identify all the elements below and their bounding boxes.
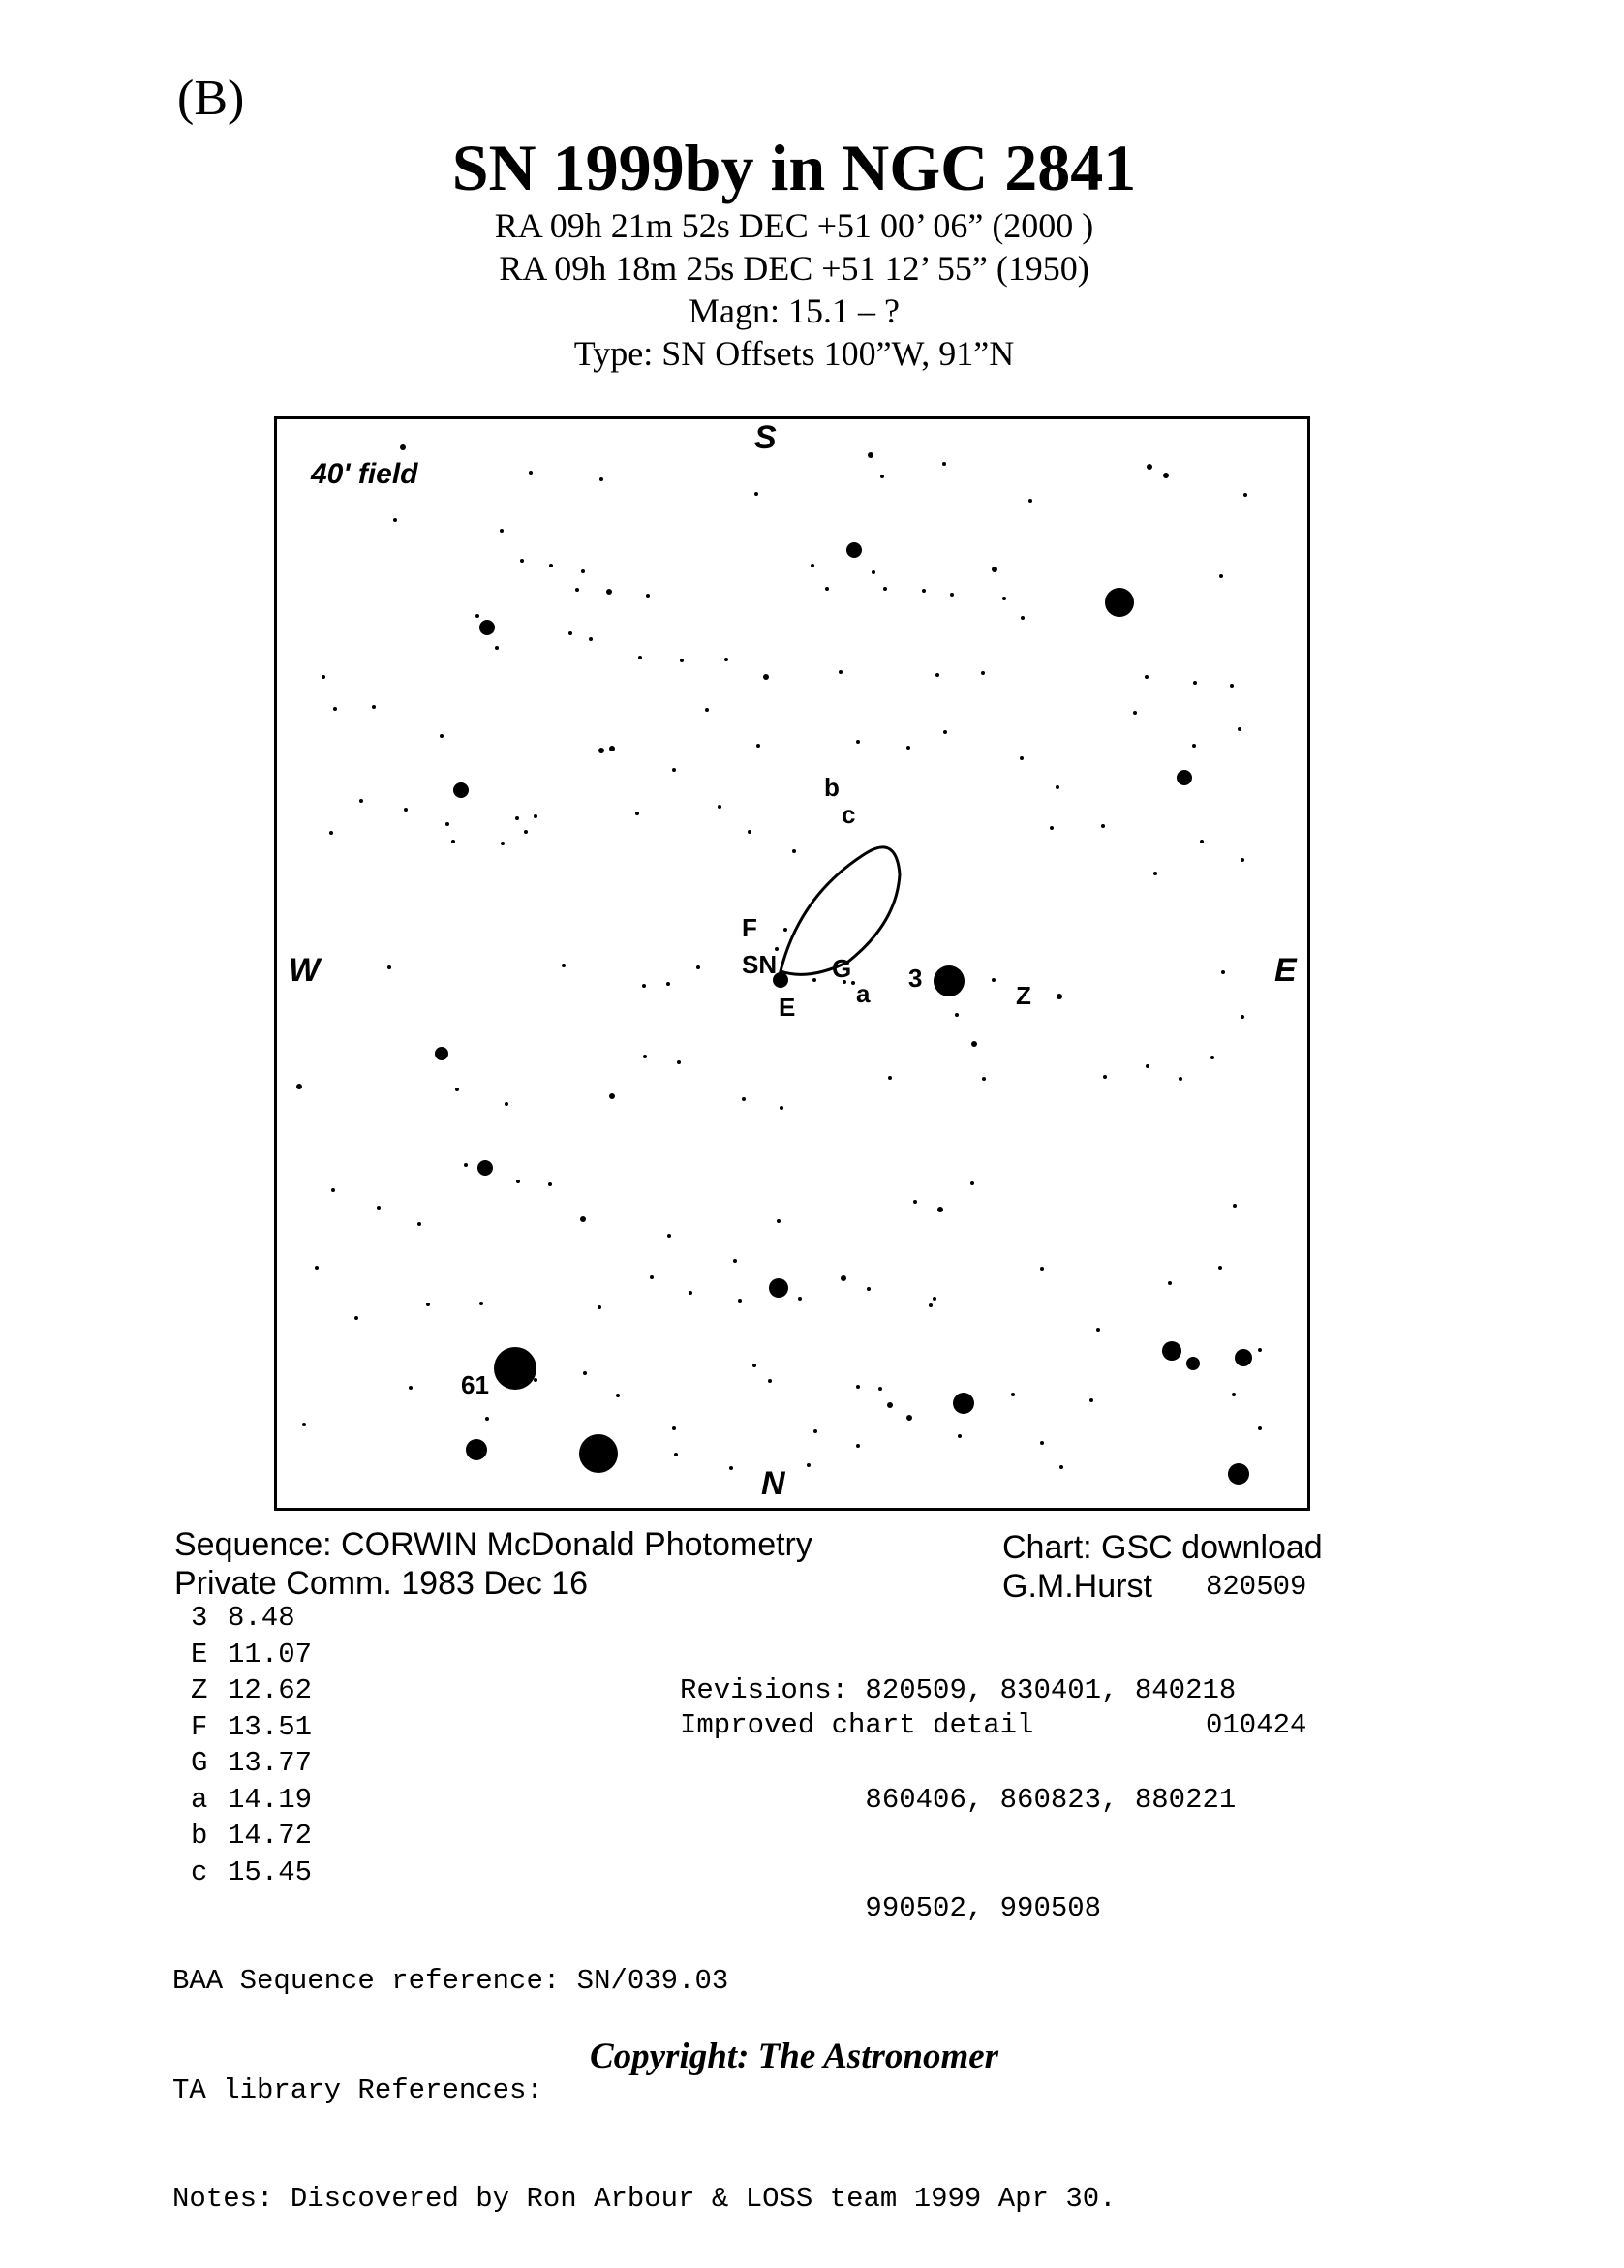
star-dot [1210, 1056, 1214, 1059]
star-dot [955, 1013, 959, 1017]
page-title: SN 1999by in NGC 2841 [451, 131, 1137, 204]
star-field [277, 419, 1307, 1508]
star-dot [485, 1417, 489, 1421]
label-a: a [856, 979, 871, 1008]
direction-west: W [289, 952, 321, 989]
star-dot [580, 1216, 586, 1222]
star-dot [562, 964, 566, 967]
star-dot [1168, 1281, 1172, 1285]
star-dot [453, 782, 469, 798]
star-dot [1179, 1077, 1182, 1081]
magnitude-star-id: F [191, 1710, 208, 1743]
sequence-line-2: Private Comm. 1983 Dec 16 [174, 1565, 589, 1602]
star-dot [906, 746, 910, 750]
improved-detail-date: 010424 [1206, 1709, 1307, 1741]
star-dot [404, 808, 408, 812]
star-dot [1186, 1357, 1200, 1370]
star-dot [982, 1077, 986, 1081]
star-dot [606, 589, 612, 595]
star-dot [812, 978, 816, 982]
star-dot [494, 1347, 536, 1390]
magnitude-star-id: E [191, 1638, 208, 1670]
star-dot [763, 674, 769, 680]
star-dot [971, 1041, 977, 1047]
star-dot [451, 840, 455, 843]
star-dot [1238, 727, 1241, 731]
magnitude-row [191, 1709, 312, 1746]
star-dot [440, 734, 444, 738]
star-dot [1103, 1075, 1107, 1079]
star-dot [377, 1206, 381, 1210]
star-dot [516, 1180, 520, 1183]
star-dot [1096, 1328, 1100, 1332]
star-dot [315, 1266, 319, 1270]
star-dot [583, 1371, 587, 1375]
star-dot [674, 1453, 678, 1456]
star-dot [1153, 872, 1157, 875]
star-dot [672, 1426, 676, 1430]
star-dot [813, 1429, 817, 1433]
finder-chart [274, 416, 1310, 1511]
star-dot [524, 830, 528, 834]
star-dot [935, 673, 939, 677]
star-dot [581, 569, 585, 573]
star-dot [642, 984, 646, 988]
star-dot [435, 1047, 448, 1060]
star-dot [579, 1434, 618, 1473]
magnitude-value: 13.77 [228, 1747, 313, 1779]
magnitude-value: 12.62 [228, 1674, 313, 1706]
star-dot [733, 1259, 737, 1263]
magnitude-row [191, 1745, 312, 1782]
star-dot [475, 614, 479, 618]
star-dot [1258, 1426, 1262, 1430]
chart-source-line: Chart: GSC download [1002, 1529, 1323, 1566]
magnitude-row [191, 1782, 312, 1819]
star-dot [1020, 756, 1024, 760]
star-dot [1057, 994, 1062, 999]
magnitude-row [191, 1600, 312, 1637]
star-dot [1163, 473, 1169, 478]
star-dot [887, 1402, 893, 1408]
star-dot [1147, 464, 1152, 470]
star-dot [934, 965, 965, 996]
direction-east: E [1274, 952, 1297, 989]
star-dot [1177, 770, 1192, 785]
magnitude-line: Magn: 15.1 – ? [689, 291, 900, 330]
star-dot [718, 805, 721, 809]
baa-reference: BAA Sequence reference: SN/039.03 [172, 1965, 729, 1997]
star-dot [677, 1060, 681, 1064]
star-dot [445, 822, 449, 826]
label-3: 3 [908, 964, 923, 993]
star-dot [635, 812, 639, 815]
magnitude-value: 14.19 [228, 1783, 313, 1816]
magnitude-row [191, 1854, 312, 1891]
star-dot [906, 1415, 912, 1421]
star-dot [505, 1102, 508, 1106]
label-G: G [832, 954, 852, 983]
star-dot [1241, 1015, 1244, 1019]
label-F: F [742, 913, 757, 942]
star-dot [1230, 684, 1234, 688]
star-dot [650, 1275, 654, 1279]
coords-2000: RA 09h 21m 52s DEC +51 00’ 06” (2000 ) [494, 206, 1094, 245]
star-dot [1193, 681, 1197, 685]
star-dot [548, 1182, 552, 1186]
star-dot [950, 593, 954, 597]
chart-source-date: 820509 [1206, 1571, 1307, 1603]
star-dot [598, 1305, 601, 1309]
sequence-line-1: Sequence: CORWIN McDonald Photometry [174, 1526, 812, 1563]
magnitude-star-id: G [191, 1747, 208, 1779]
star-dot [1145, 675, 1149, 679]
star-dot [331, 1188, 335, 1192]
star-dot [1101, 824, 1105, 828]
star-dot [738, 1299, 742, 1303]
magnitude-star-id: b [191, 1820, 208, 1852]
star-dot [534, 814, 537, 818]
star-dot [568, 631, 572, 635]
star-dot [359, 799, 363, 803]
star-dot [609, 746, 615, 751]
star-dot [667, 1234, 671, 1238]
magnitude-value: 11.07 [228, 1638, 313, 1670]
revisions-line-1: Revisions: 820509, 830401, 840218 [680, 1674, 1237, 1706]
star-dot [322, 675, 325, 679]
star-dot [777, 1219, 781, 1223]
label-61: 61 [461, 1370, 489, 1399]
direction-south: S [754, 419, 777, 456]
magnitude-star-id: c [191, 1855, 208, 1888]
star-dot [856, 740, 860, 744]
star-dot [888, 1076, 892, 1080]
star-dot [393, 518, 397, 522]
improved-detail-text: Improved chart detail [680, 1709, 1034, 1741]
star-dot [477, 1160, 493, 1176]
star-dot [646, 594, 650, 598]
star-dot [1040, 1267, 1044, 1271]
star-dot [549, 564, 553, 567]
star-dot [880, 475, 884, 478]
star-dot [1011, 1393, 1015, 1396]
star-dot [520, 559, 524, 563]
star-dot [780, 1106, 783, 1110]
star-dot [856, 1444, 860, 1448]
star-dot [942, 462, 946, 466]
star-dot [742, 1097, 746, 1101]
star-dot [455, 1088, 459, 1091]
star-dot [409, 1386, 413, 1390]
star-dot [729, 1466, 733, 1470]
magnitude-value: 14.72 [228, 1820, 313, 1852]
star-dot [872, 570, 875, 574]
star-dot [1056, 785, 1059, 789]
star-dot [878, 1387, 882, 1391]
star-dot [1021, 616, 1025, 620]
star-dot [501, 842, 505, 845]
star-dot [643, 1055, 647, 1058]
sequence-info [174, 1525, 812, 1603]
star-dot [1146, 1064, 1149, 1068]
star-dot [756, 744, 760, 748]
star-dot [958, 1434, 962, 1438]
star-dot [1133, 711, 1137, 715]
label-SN: SN [742, 950, 778, 979]
star-dot [1233, 1204, 1237, 1208]
star-dot [372, 705, 376, 709]
star-dot [1059, 1465, 1063, 1469]
star-dot [929, 1303, 933, 1307]
star-dot [1200, 840, 1204, 843]
label-Z: Z [1016, 981, 1031, 1010]
star-dot [696, 965, 700, 969]
notes: Notes: Discovered by Ron Arbour & LOSS team 1999 Apr 30. [172, 2183, 1117, 2215]
star-dot [825, 587, 829, 591]
magnitude-row [191, 1637, 312, 1673]
star-dot [851, 981, 855, 985]
star-dot [1089, 1398, 1093, 1402]
star-dot [1258, 1348, 1262, 1352]
chart-author: G.M.Hurst [1002, 1568, 1152, 1605]
star-dot [479, 620, 495, 635]
label-c: c [842, 800, 856, 829]
star-dot [689, 1291, 692, 1295]
star-dot [666, 982, 670, 986]
star-dot [479, 1302, 483, 1305]
star-dot [464, 1163, 468, 1167]
star-dot [329, 831, 333, 835]
star-dot [937, 1207, 943, 1212]
star-dot [1232, 1393, 1236, 1396]
star-dot [495, 646, 499, 650]
star-dot [616, 1394, 620, 1397]
ta-reference: TA library References: [172, 2073, 543, 2106]
type-offsets-line: Type: SN Offsets 100”W, 91”N [573, 334, 1015, 373]
label-b: b [824, 773, 840, 802]
star-dot [575, 588, 579, 592]
field-size-note: 40' field [311, 458, 418, 490]
star-dot [515, 816, 519, 820]
copyright: Copyright: The Astronomer [589, 2037, 999, 2076]
star-dot [296, 1084, 302, 1089]
star-dot [387, 965, 391, 969]
star-dot [883, 587, 887, 591]
magnitude-row [191, 1672, 312, 1709]
star-dot [769, 1278, 788, 1298]
star-dot [868, 452, 873, 458]
star-dot [529, 471, 533, 475]
star-dot [1218, 1266, 1222, 1270]
star-dot [1221, 970, 1225, 974]
star-dot [754, 492, 758, 496]
star-dot [466, 1439, 487, 1460]
star-dot [1228, 1463, 1249, 1485]
star-dot [856, 1385, 860, 1389]
revisions-line-3: 990502, 990508 [680, 1892, 1102, 1924]
star-dot [705, 708, 709, 712]
star-dot [598, 748, 604, 753]
star-dot [752, 1364, 756, 1367]
star-dot [846, 542, 862, 558]
star-dot [768, 1379, 772, 1383]
star-dot [953, 1393, 974, 1414]
magnitude-value: 15.45 [228, 1855, 313, 1888]
star-dot [1192, 744, 1196, 748]
magnitude-star-id: a [191, 1783, 208, 1816]
panel-label: (B) [177, 71, 245, 126]
star-dot [680, 659, 684, 662]
star-dot [1235, 1349, 1252, 1366]
star-dot [811, 564, 814, 567]
star-dot [933, 1297, 936, 1301]
star-dot [589, 637, 593, 641]
star-dot [599, 477, 603, 481]
star-dot [1241, 858, 1244, 862]
star-dot [867, 1287, 871, 1291]
star-dot [417, 1222, 421, 1226]
star-dot [992, 978, 996, 982]
star-dot [1002, 597, 1006, 600]
star-dot [1219, 574, 1223, 578]
star-dot [992, 567, 997, 572]
star-dot [1243, 493, 1247, 497]
magnitude-list [191, 1600, 312, 1890]
magnitude-row [191, 1818, 312, 1854]
star-dot [1105, 588, 1134, 617]
star-dot [943, 730, 947, 734]
magnitude-star-id: Z [191, 1674, 208, 1706]
star-dot [638, 656, 642, 659]
magnitude-star-id: 3 [191, 1602, 208, 1634]
magnitude-value: 13.51 [228, 1710, 313, 1743]
star-dot [841, 1275, 846, 1281]
direction-north: N [761, 1465, 785, 1502]
star-dot [798, 1297, 802, 1301]
star-dot [1028, 499, 1032, 503]
star-dot [426, 1303, 430, 1306]
star-dot [500, 529, 504, 533]
star-dot [672, 768, 676, 772]
star-dot [333, 707, 337, 711]
revisions-line-2: 860406, 860823, 880221 [680, 1783, 1237, 1816]
coords-1950: RA 09h 18m 25s DEC +51 12’ 55” (1950) [499, 249, 1089, 288]
star-dot [970, 1181, 974, 1185]
star-dot [981, 671, 985, 675]
star-dot [783, 928, 787, 932]
star-dot [302, 1423, 306, 1426]
star-dot [748, 830, 751, 834]
star-dot [922, 589, 926, 593]
label-E: E [779, 993, 796, 1022]
title-block [291, 131, 1298, 375]
star-dot [1050, 826, 1054, 830]
star-dot [913, 1200, 917, 1204]
star-dot [1040, 1441, 1044, 1445]
star-dot [724, 658, 728, 661]
star-dot [354, 1316, 358, 1320]
star-dot [1162, 1341, 1181, 1361]
star-dot [400, 444, 406, 450]
star-dot [807, 1463, 811, 1467]
star-dot [792, 849, 796, 853]
star-dot [839, 670, 843, 674]
magnitude-value: 8.48 [228, 1602, 295, 1634]
star-dot [534, 1378, 537, 1382]
star-dot [609, 1093, 615, 1099]
